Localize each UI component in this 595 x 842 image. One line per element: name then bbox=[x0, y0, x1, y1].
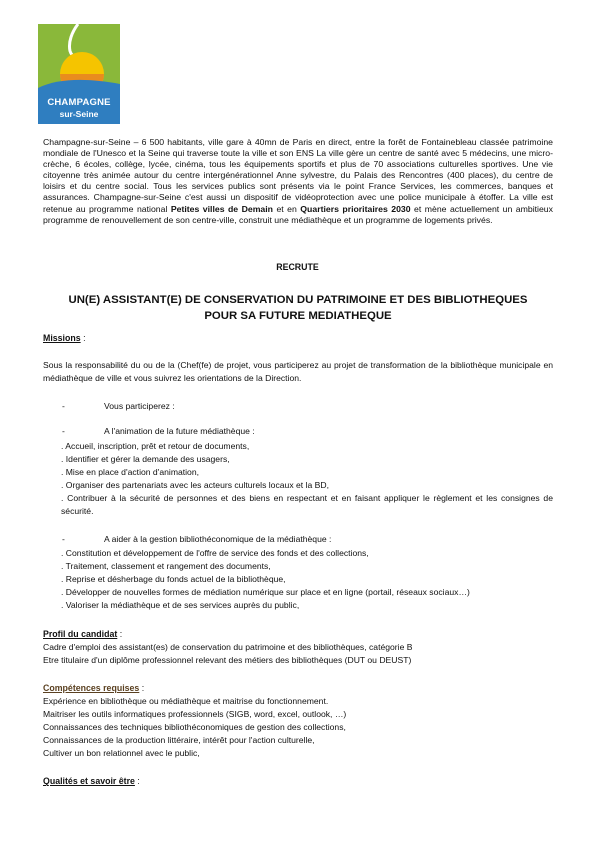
vous-participerez-line bbox=[62, 401, 175, 411]
list-item: . Organiser des partenariats avec les acteurs culturels locaux et la BD, bbox=[61, 480, 329, 490]
gestion-title-line bbox=[62, 534, 331, 544]
list-item: . Constitution et développement de l'offre de service des fonds et des collections, bbox=[61, 548, 369, 558]
intro-paragraph bbox=[43, 137, 553, 226]
list-item: . Mise en place d'action d'animation, bbox=[61, 467, 199, 477]
profil-heading-colon: : bbox=[117, 629, 123, 639]
competence-line: Connaissances de la production littéraire, intérêt pour l'action culturelle, bbox=[43, 735, 315, 745]
logo-line1: CHAMPAGNE bbox=[47, 97, 111, 108]
profil-line: Cadre d'emploi des assistant(es) de conservation du patrimoine et des bibliothèques, catégorie B bbox=[43, 642, 413, 652]
intro-text-3: et mène actuellement un ambitieux programme de renouvellement de son centre-ville, construit une médiathèque et un programme de logements privés. bbox=[43, 203, 553, 225]
competence-line: Maitriser les outils informatiques professionnels (SIGB, word, excel, outlook, …) bbox=[43, 709, 347, 719]
profil-heading bbox=[43, 629, 122, 639]
missions-heading bbox=[43, 333, 86, 343]
animation-title-line bbox=[62, 426, 255, 436]
dash-bullet: - bbox=[62, 426, 65, 436]
list-item: . Identifier et gérer la demande des usagers, bbox=[61, 454, 230, 464]
gestion-title-text: A aider à la gestion bibliothéconomique de la médiathèque : bbox=[104, 534, 332, 544]
competence-line: Connaissances des techniques bibliothéconomiques de gestion des collections, bbox=[43, 722, 346, 732]
missions-heading-colon: : bbox=[80, 333, 86, 343]
competence-line: Expérience en bibliothèque ou médiathèque et maitrise du fonctionnement. bbox=[43, 696, 329, 706]
intro-bold-2: Quartiers prioritaires 2030 bbox=[300, 203, 411, 214]
recrute-heading: RECRUTE bbox=[276, 262, 319, 272]
dash-bullet: - bbox=[62, 401, 65, 411]
intro-bold-1: Petites villes de Demain bbox=[170, 203, 273, 214]
logo-line2: sur-Seine bbox=[59, 109, 99, 119]
intro-text-1: Champagne-sur-Seine – 6 500 habitants, ville gare à 40mn de Paris en direct, entre la forêt de Fontainebleau classée patrimoine mondiale de l'Unesco et la Seine qui traverse toute la ville et son ENS La ville gère un centre de santé avec 5 médecins, une micro-crèche, 6 écoles, collège, lycée, cinéma, tous les équipements sportifs et plus de 70 associations culturelles sportives. Une vie citoyenne très animée autour du centre intergénérationnel Anne sylvestre, du Palais des Rencontres (400 places), du centre de loisirs et du centre social. Tous les services publics sont présents via le point France Services, les commerces, banques et assurances. Champagne-sur-Seine c'est aussi un dispositif de vidéoprotection avec une police municipale à étoffer. La ville est retenue au programme national bbox=[43, 137, 553, 214]
profil-line: Etre titulaire d'un diplôme professionnel relevant des métiers des bibliothèques (DUT ou DEUST) bbox=[43, 655, 412, 665]
profil-heading-label: Profil du candidat bbox=[43, 629, 118, 639]
competences-heading-colon: : bbox=[139, 683, 145, 693]
qualites-heading bbox=[43, 776, 140, 786]
missions-heading-label: Missions bbox=[43, 333, 81, 343]
list-item: . Reprise et désherbage du fonds actuel de la bibliothèque, bbox=[61, 574, 286, 584]
job-title-line2: POUR SA FUTURE MEDIATHEQUE bbox=[204, 310, 392, 322]
animation-title-text: A l'animation de la future médiathèque : bbox=[104, 426, 255, 436]
competences-heading bbox=[43, 683, 144, 693]
champagne-sur-seine-logo bbox=[38, 24, 120, 124]
vous-participerez-text: Vous participerez : bbox=[104, 401, 175, 411]
competence-line: Cultiver un bon relationnel avec le public, bbox=[43, 748, 200, 758]
competences-heading-label: Compétences requises bbox=[43, 683, 140, 693]
missions-paragraph: Sous la responsabilité du ou de la (Chef(fe) de projet, vous participerez au projet de transformation de la bibliothèque municipale en médiathèque de ville et vous suivrez les orientations de la Direction. bbox=[43, 360, 553, 383]
list-item: . Valoriser la médiathèque et de ses services auprès du public, bbox=[61, 600, 300, 610]
list-item: . Traitement, classement et rangement des documents, bbox=[61, 561, 271, 571]
qualites-heading-label: Qualités et savoir être bbox=[43, 776, 135, 786]
list-item: . Contribuer à la sécurité de personnes et des biens en respectant et en faisant appliquer le règlement et les consignes de sécurité. bbox=[61, 493, 553, 516]
qualites-heading-colon: : bbox=[134, 776, 140, 786]
job-title bbox=[43, 292, 553, 324]
list-item: . Développer de nouvelles formes de médiation numérique sur place et en ligne (portail, réseaux sociaux…) bbox=[61, 587, 470, 597]
job-title-line1: UN(E) ASSISTANT(E) DE CONSERVATION DU PATRIMOINE ET DES BIBLIOTHEQUES bbox=[68, 294, 528, 306]
intro-text-2: et en bbox=[272, 203, 301, 214]
dash-bullet: - bbox=[62, 534, 65, 544]
list-item: . Accueil, inscription, prêt et retour de documents, bbox=[61, 441, 250, 451]
